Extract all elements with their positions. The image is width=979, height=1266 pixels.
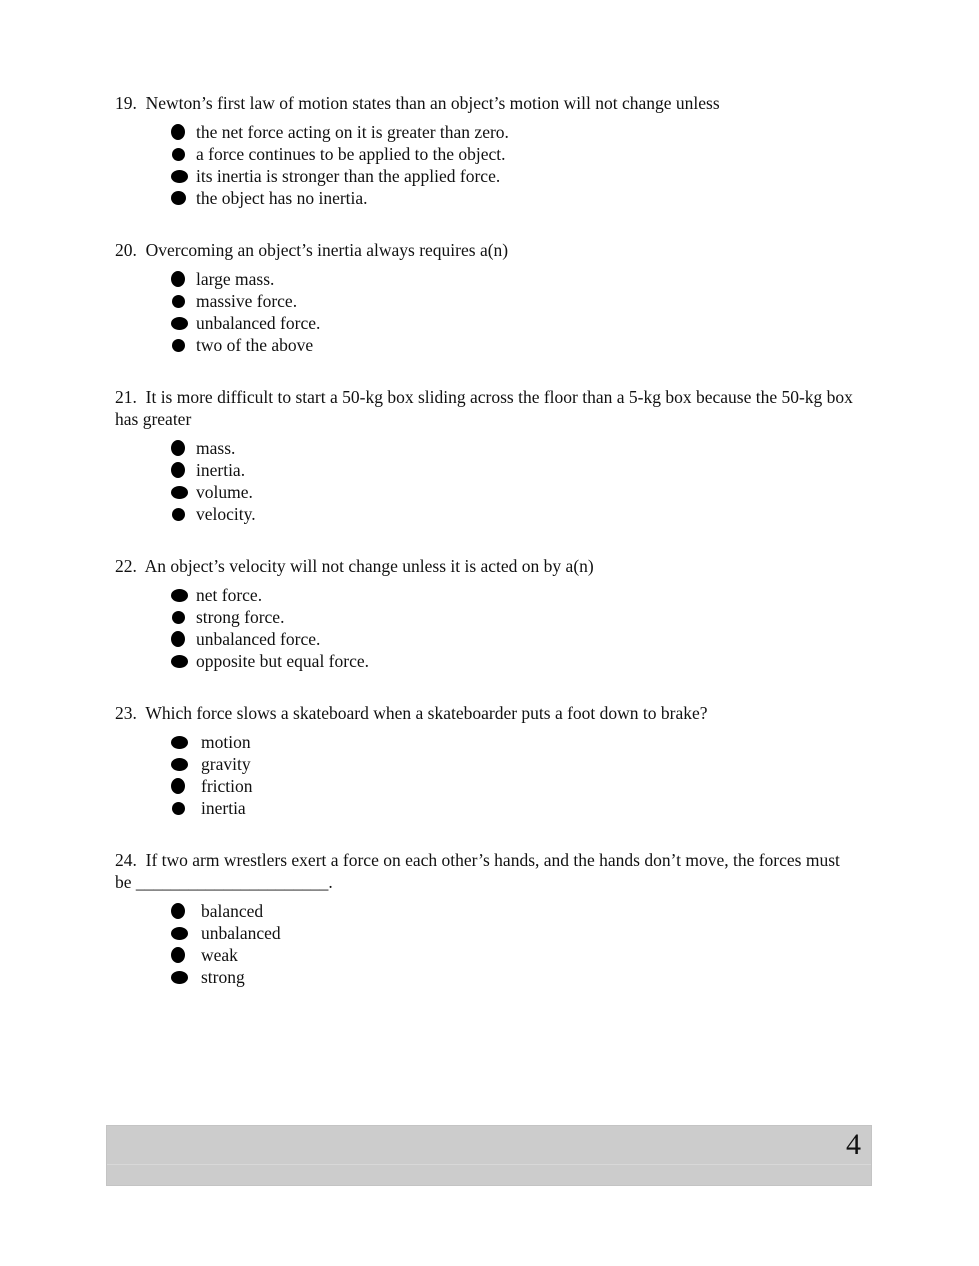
option-text: opposite but equal force. [196,651,370,671]
filled-bubble-icon[interactable] [171,655,188,668]
filled-bubble-icon[interactable] [171,462,185,478]
filled-bubble-icon[interactable] [171,736,188,749]
question-number: 22. [115,556,137,576]
answer-option[interactable] [171,437,855,459]
option-text: massive force. [196,291,298,311]
filled-bubble-icon[interactable] [172,339,185,352]
filled-bubble-icon[interactable] [171,486,188,499]
option-text: gravity [201,754,251,774]
answer-option[interactable] [171,334,855,356]
filled-bubble-icon[interactable] [171,631,185,647]
option-text: net force. [196,585,263,605]
question-prompt: It is more difficult to start a 50-kg box sliding across the floor than a 5-kg box because the 50-kg box has greater [115,387,853,429]
answer-option[interactable] [171,503,855,525]
option-text: friction [201,776,253,796]
answer-option[interactable] [171,606,855,628]
answer-option[interactable] [171,944,855,966]
question-text [115,702,855,724]
answer-options [171,121,855,209]
option-text: a force continues to be applied to the object. [196,144,506,164]
option-text: inertia [201,798,246,818]
question-number: 24. [115,850,137,870]
option-text: unbalanced force. [196,313,321,333]
filled-bubble-icon[interactable] [171,271,185,287]
answer-option[interactable] [171,312,855,334]
filled-bubble-icon[interactable] [171,971,188,984]
answer-option[interactable] [171,121,855,143]
option-text: mass. [196,438,236,458]
question-prompt: Newton’s first law of motion states than an object’s motion will not change unless [145,93,720,113]
answer-options [171,437,855,525]
filled-bubble-icon[interactable] [171,778,185,794]
filled-bubble-icon[interactable] [171,589,188,602]
filled-bubble-icon[interactable] [171,927,188,940]
filled-bubble-icon[interactable] [171,170,188,183]
question-prompt: If two arm wrestlers exert a force on each other’s hands, and the hands don’t move, the forces must be ______________________. [115,850,840,892]
filled-bubble-icon[interactable] [171,758,188,771]
option-text: motion [201,732,251,752]
answer-options [171,268,855,356]
question-22 [115,555,855,672]
option-text: the net force acting on it is greater than zero. [196,122,509,142]
answer-option[interactable] [171,481,855,503]
answer-option[interactable] [171,143,855,165]
question-24 [115,849,855,988]
answer-option[interactable] [171,290,855,312]
question-prompt: Which force slows a skateboard when a skateboarder puts a foot down to brake? [145,703,708,723]
answer-option[interactable] [171,900,855,922]
answer-options [171,900,855,988]
filled-bubble-icon[interactable] [171,947,185,963]
question-number: 19. [115,93,137,113]
option-text: velocity. [196,504,256,524]
filled-bubble-icon[interactable] [172,295,185,308]
option-text: balanced [201,901,264,921]
answer-option[interactable] [171,966,855,988]
question-text [115,92,855,114]
filled-bubble-icon[interactable] [172,802,185,815]
question-text [115,386,855,430]
option-text: large mass. [196,269,275,289]
option-text: volume. [196,482,253,502]
answer-option[interactable] [171,797,855,819]
answer-option[interactable] [171,187,855,209]
answer-option[interactable] [171,731,855,753]
question-prompt: Overcoming an object’s inertia always requires a(n) [145,240,509,260]
answer-option[interactable] [171,165,855,187]
answer-options [171,731,855,819]
option-text: inertia. [196,460,246,480]
answer-option[interactable] [171,459,855,481]
answer-option[interactable] [171,650,855,672]
option-text: weak [201,945,238,965]
option-text: two of the above [196,335,314,355]
option-text: unbalanced force. [196,629,321,649]
question-23 [115,702,855,819]
answer-option[interactable] [171,584,855,606]
question-number: 21. [115,387,137,407]
option-text: strong force. [196,607,285,627]
filled-bubble-icon[interactable] [171,440,185,456]
option-text: its inertia is stronger than the applied force. [196,166,501,186]
filled-bubble-icon[interactable] [171,317,188,330]
filled-bubble-icon[interactable] [171,191,186,205]
question-number: 23. [115,703,137,723]
footer-divider [107,1164,871,1165]
question-text [115,239,855,261]
question-prompt: An object’s velocity will not change unless it is acted on by a(n) [144,556,594,576]
filled-bubble-icon[interactable] [172,148,185,161]
question-21 [115,386,855,525]
page-number: 4 [846,1128,861,1161]
filled-bubble-icon[interactable] [171,124,185,140]
option-text: the object has no inertia. [196,188,368,208]
question-number: 20. [115,240,137,260]
answer-option[interactable] [171,775,855,797]
answer-option[interactable] [171,268,855,290]
option-text: strong [201,967,245,987]
option-text: unbalanced [201,923,281,943]
question-19 [115,92,855,209]
question-20 [115,239,855,356]
answer-option[interactable] [171,922,855,944]
answer-option[interactable] [171,753,855,775]
question-text [115,849,855,893]
filled-bubble-icon[interactable] [171,903,185,919]
filled-bubble-icon[interactable] [172,611,185,624]
page-footer [106,1125,872,1186]
answer-options [171,584,855,672]
question-text [115,555,855,577]
answer-option[interactable] [171,628,855,650]
filled-bubble-icon[interactable] [172,508,185,521]
